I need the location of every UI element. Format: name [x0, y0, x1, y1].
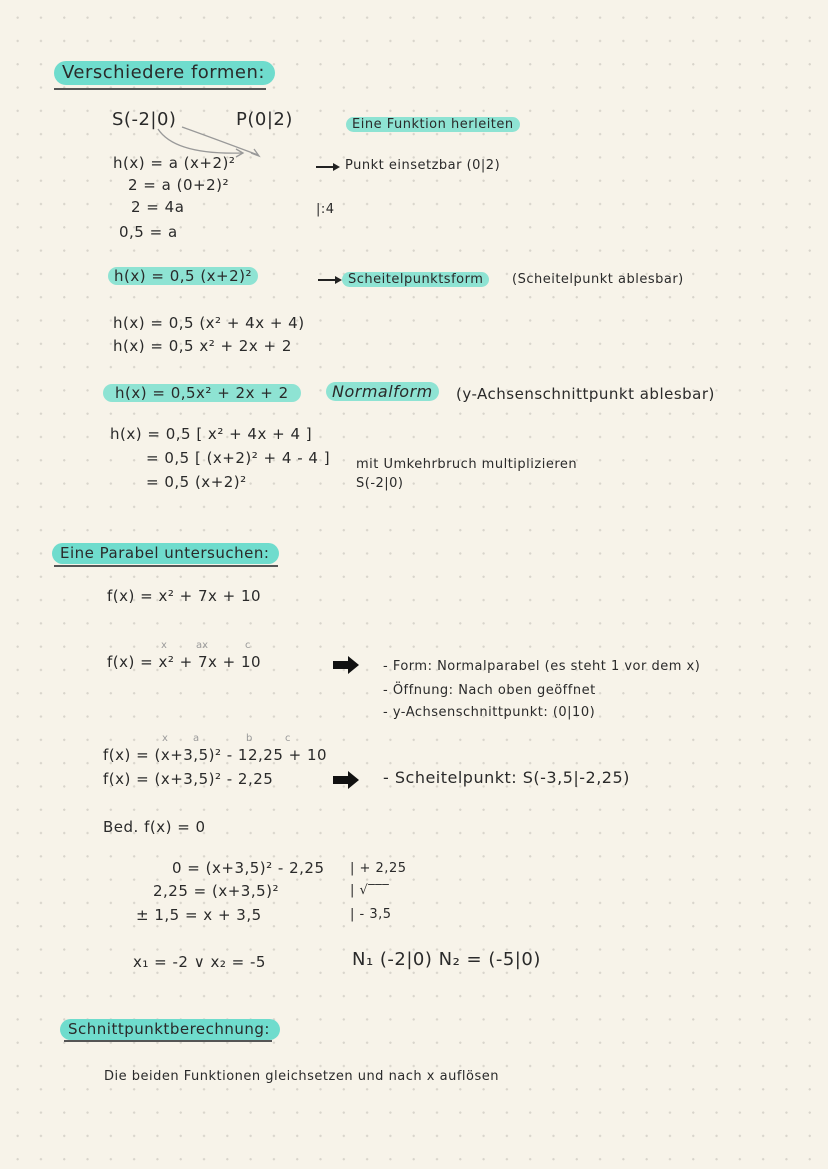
completing-step-2: f(x) = (x+3,5)² - 2,25 — [103, 770, 274, 788]
derive-step-2: 2 = a (0+2)² — [128, 176, 229, 194]
given-point: P(0|2) — [236, 109, 293, 130]
coef-label-ax: ax — [196, 640, 209, 651]
roots: x₁ = -2 ∨ x₂ = -5 — [133, 953, 266, 971]
normal-form-note: (y-Achsenschnittpunkt ablesbar) — [456, 385, 715, 403]
bold-arrow-icon — [333, 661, 349, 669]
normal-form: h(x) = 0,5x² + 2x + 2 — [103, 383, 301, 403]
solve-op-3: | - 3,5 — [350, 907, 392, 922]
intersection-text: Die beiden Funktionen gleichsetzen und nach x auflösen — [104, 1069, 499, 1084]
condition: Bed. f(x) = 0 — [103, 818, 206, 836]
section-heading-forms — [54, 63, 275, 83]
coef-label-a: a — [193, 733, 200, 744]
normal-form-label: Normalform — [326, 382, 439, 402]
vertex-point: S(-2|0) — [112, 109, 177, 130]
solve-op-1: | + 2,25 — [350, 861, 407, 876]
reverse-step-2: = 0,5 [ (x+2)² + 4 - 4 ] — [146, 449, 331, 467]
heading-text: Eine Parabel untersuchen: — [52, 543, 279, 564]
vertex-form-label: Scheitelpunktsform — [342, 270, 489, 290]
coef-label-c: c — [245, 640, 251, 651]
completing-step-1: f(x) = (x+3,5)² - 12,25 + 10 — [103, 746, 328, 764]
solve-step-2: 2,25 = (x+3,5)² — [153, 882, 280, 900]
property-y-intercept: - y-Achsenschnittpunkt: (0|10) — [383, 705, 596, 720]
heading-text: Verschiedere formen: — [54, 61, 275, 85]
vertex-form-note: (Scheitelpunkt ablesbar) — [512, 272, 684, 287]
solve-step-3: ± 1,5 = x + 3,5 — [136, 906, 262, 924]
property-form: - Form: Normalparabel (es steht 1 vor dem x) — [383, 659, 701, 674]
heading-underline — [54, 565, 278, 567]
heading-text: Schnittpunktberechnung: — [60, 1019, 280, 1040]
solve-step-1: 0 = (x+3,5)² - 2,25 — [172, 859, 325, 877]
coef-label-b: b — [246, 733, 253, 744]
coef-label-x: x — [162, 733, 168, 744]
vertex-form: h(x) = 0,5 (x+2)² — [108, 266, 258, 286]
derive-step-4: 0,5 = a — [119, 223, 178, 241]
bold-arrow-icon — [333, 776, 349, 784]
reverse-step-1: h(x) = 0,5 [ x² + 4x + 4 ] — [110, 425, 313, 443]
coef-label-c: c — [285, 733, 291, 744]
zeros: N₁ (-2|0) N₂ = (-5|0) — [352, 949, 541, 970]
solve-op-2: | √‾‾‾ — [350, 883, 390, 898]
expand-step-1: h(x) = 0,5 (x² + 4x + 4) — [113, 314, 305, 332]
section-heading-parabola — [52, 543, 279, 563]
reverse-step-3: = 0,5 (x+2)² — [146, 473, 247, 491]
arrow-right-icon — [318, 279, 338, 281]
heading-underline — [64, 1040, 272, 1042]
topic-label: Eine Funktion herleiten — [346, 115, 520, 135]
derive-step-3: 2 = 4a — [131, 198, 185, 216]
property-opening: - Öffnung: Nach oben geöffnet — [383, 683, 596, 698]
function-labeled: f(x) = x² + 7x + 10 — [107, 653, 262, 671]
derive-step-1: h(x) = a (x+2)² — [113, 154, 236, 172]
arrow-right-icon — [316, 166, 336, 168]
reverse-vertex: S(-2|0) — [356, 476, 404, 491]
divide-note: |:4 — [316, 202, 335, 217]
reverse-note: mit Umkehrbruch multiplizieren — [356, 457, 578, 472]
section-heading-intersection — [60, 1019, 280, 1039]
expand-step-2: h(x) = 0,5 x² + 2x + 2 — [113, 337, 292, 355]
coef-label-x: x — [161, 640, 167, 651]
heading-underline — [54, 88, 266, 90]
vertex-result: - Scheitelpunkt: S(-3,5|-2,25) — [383, 768, 630, 787]
function-def: f(x) = x² + 7x + 10 — [107, 587, 262, 605]
insert-note: Punkt einsetzbar (0|2) — [345, 158, 501, 173]
